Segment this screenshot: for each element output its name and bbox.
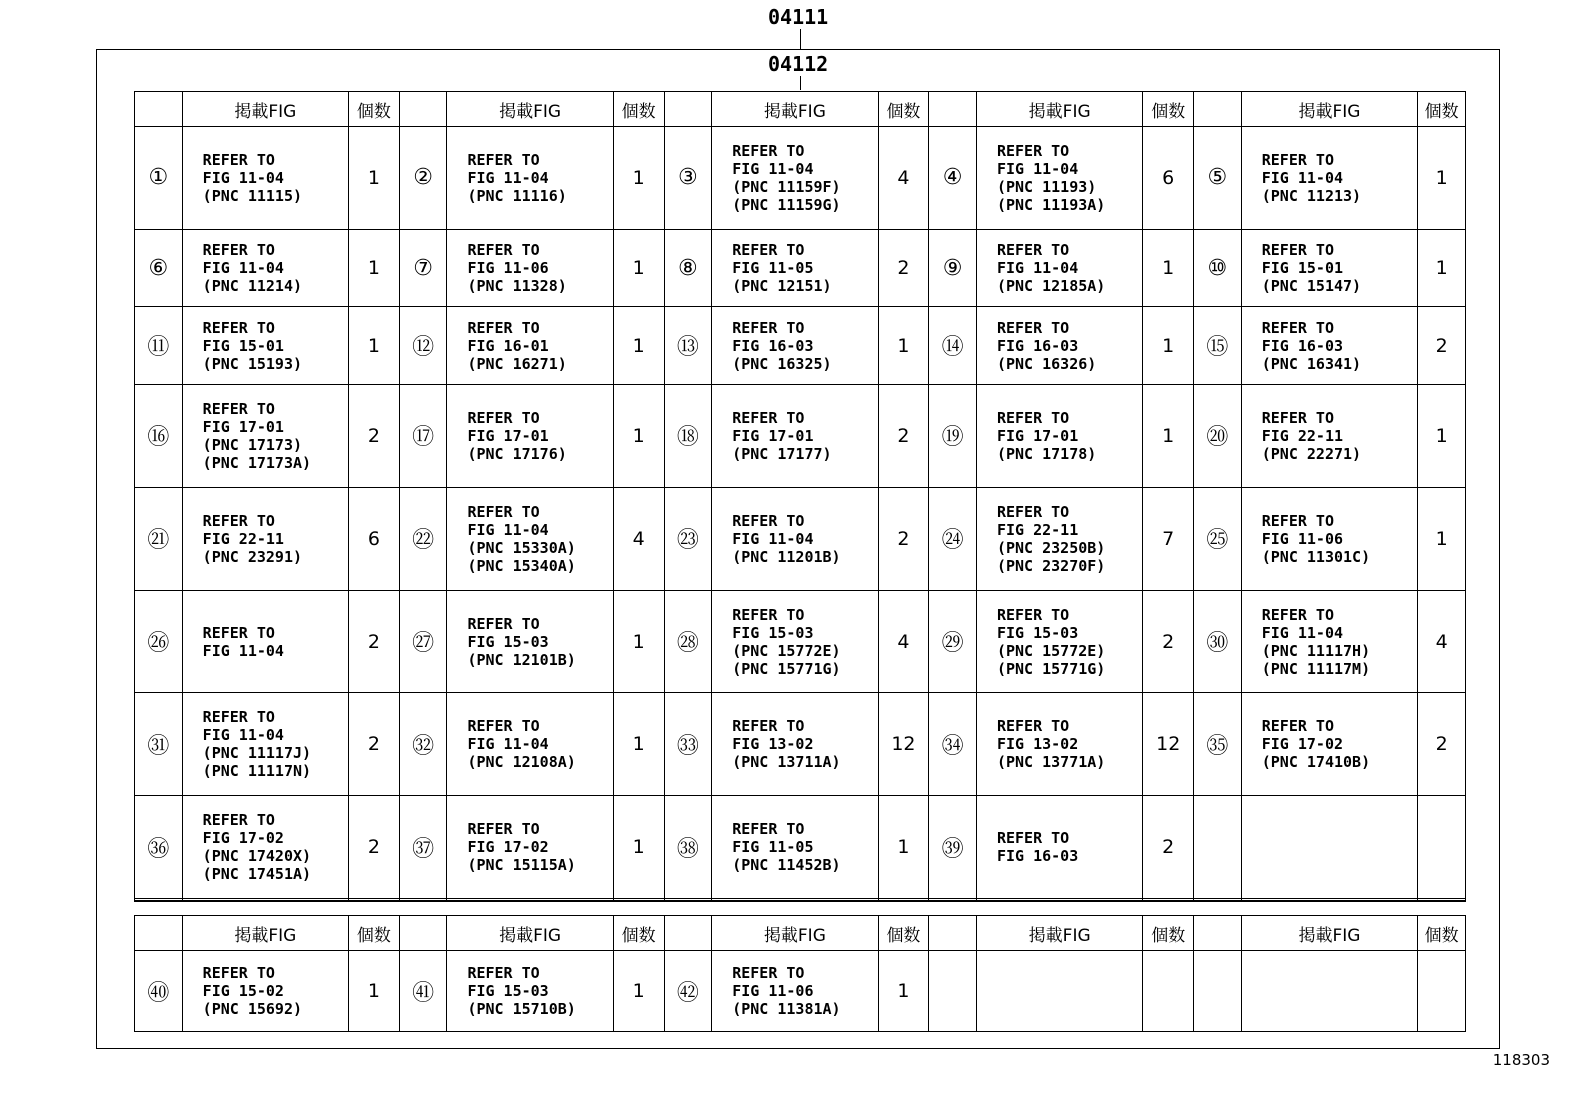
figure-reference: REFER TO FIG 13-02 (PNC 13711A)	[712, 693, 878, 796]
header-index-cell	[135, 916, 183, 951]
figure-reference: REFER TO FIG 11-04	[182, 590, 348, 693]
header-qty-label: 個数	[349, 92, 400, 127]
quantity: 1	[613, 951, 664, 1032]
item-number: ⑭	[929, 307, 977, 385]
item-number	[399, 900, 447, 901]
quantity: 1	[349, 951, 400, 1032]
item-number: ⑧	[664, 229, 712, 307]
figure-reference: REFER TO FIG 17-01 (PNC 17178)	[976, 384, 1142, 487]
table-row	[135, 951, 1466, 1032]
second-parts-table	[134, 915, 1466, 1032]
quantity: 1	[1143, 384, 1194, 487]
item-number: ㉔	[929, 487, 977, 590]
item-number: ㉕	[1194, 487, 1242, 590]
header-index-cell	[135, 92, 183, 127]
quantity: 1	[1418, 229, 1466, 307]
item-number: ㉓	[664, 487, 712, 590]
item-number: ⑲	[929, 384, 977, 487]
quantity: 1	[878, 951, 929, 1032]
figure-reference: REFER TO FIG 15-03 (PNC 15710B)	[447, 951, 613, 1032]
header-index-cell	[399, 92, 447, 127]
quantity: 6	[349, 487, 400, 590]
quantity: 2	[349, 796, 400, 899]
figure-reference: REFER TO FIG 11-04 (PNC 11201B)	[712, 487, 878, 590]
header-fig-label: 掲載FIG	[976, 92, 1142, 127]
header-fig-label: 掲載FIG	[1241, 92, 1418, 127]
quantity: 4	[878, 127, 929, 230]
quantity: 2	[878, 384, 929, 487]
header-fig-label: 掲載FIG	[447, 916, 613, 951]
item-number	[1194, 951, 1242, 1032]
item-number: ⑪	[135, 307, 183, 385]
header-qty-label: 個数	[878, 916, 929, 951]
assembly-number-04112: 04112	[768, 52, 829, 76]
header-fig-label: 掲載FIG	[976, 916, 1142, 951]
item-number: ⑫	[399, 307, 447, 385]
figure-reference: REFER TO FIG 11-06 (PNC 11381A)	[712, 951, 878, 1032]
item-number: ⑦	[399, 229, 447, 307]
quantity: 12	[878, 693, 929, 796]
figure-reference: REFER TO FIG 11-04 (PNC 12185A)	[976, 229, 1142, 307]
quantity	[878, 900, 929, 901]
header-index-cell	[1194, 916, 1242, 951]
item-number	[664, 900, 712, 901]
item-number	[929, 951, 977, 1032]
quantity: 4	[1418, 590, 1466, 693]
item-number: ㉞	[929, 693, 977, 796]
header-fig-label: 掲載FIG	[1241, 916, 1418, 951]
figure-reference: REFER TO FIG 11-04 (PNC 11115)	[182, 127, 348, 230]
item-number: ㉖	[135, 590, 183, 693]
figure-reference: REFER TO FIG 15-03 (PNC 12101B)	[447, 590, 613, 693]
quantity: 2	[1418, 693, 1466, 796]
item-number	[135, 900, 183, 901]
item-number: ⑯	[135, 384, 183, 487]
header-index-cell	[664, 92, 712, 127]
quantity: 1	[1418, 384, 1466, 487]
item-number: ㉝	[664, 693, 712, 796]
figure-reference: REFER TO FIG 15-03 (PNC 15772E) (PNC 15771G)	[712, 590, 878, 693]
table-row	[135, 384, 1466, 487]
figure-reference: REFER TO FIG 16-01 (PNC 16271)	[447, 307, 613, 385]
quantity: 1	[349, 307, 400, 385]
header-fig-label: 掲載FIG	[182, 916, 348, 951]
figure-reference: REFER TO FIG 17-01 (PNC 17173) (PNC 17173A)	[182, 384, 348, 487]
figure-reference: REFER TO FIG 11-04 (PNC 11116)	[447, 127, 613, 230]
item-number: ㉚	[1194, 590, 1242, 693]
table-row	[135, 487, 1466, 590]
figure-reference: REFER TO FIG 11-04 (PNC 11159F) (PNC 11159G)	[712, 127, 878, 230]
table-row	[135, 796, 1466, 899]
quantity: 1	[1418, 487, 1466, 590]
figure-reference: REFER TO FIG 22-11 (PNC 23250B) (PNC 23270F)	[976, 487, 1142, 590]
figure-reference: REFER TO FIG 11-04 (PNC 11214)	[182, 229, 348, 307]
item-number	[1194, 796, 1242, 899]
document-id: 118303	[1492, 1051, 1550, 1069]
figure-reference: REFER TO FIG 17-01 (PNC 17176)	[447, 384, 613, 487]
quantity	[1418, 796, 1466, 899]
header-index-cell	[1194, 92, 1242, 127]
quantity: 1	[613, 127, 664, 230]
figure-reference: REFER TO FIG 16-03 (PNC 16341)	[1241, 307, 1418, 385]
figure-reference: REFER TO FIG 11-05 (PNC 12151)	[712, 229, 878, 307]
item-number	[929, 900, 977, 901]
quantity	[1143, 951, 1194, 1032]
item-number: ㊲	[399, 796, 447, 899]
quantity: 4	[878, 590, 929, 693]
table-row	[135, 693, 1466, 796]
quantity: 1	[349, 229, 400, 307]
item-number: ㊱	[135, 796, 183, 899]
quantity: 1	[1143, 229, 1194, 307]
quantity: 1	[613, 796, 664, 899]
table-row	[135, 590, 1466, 693]
quantity: 1	[613, 307, 664, 385]
header-qty-label: 個数	[1418, 92, 1466, 127]
item-number: ⑥	[135, 229, 183, 307]
figure-reference: REFER TO FIG 11-04 (PNC 11193) (PNC 11193A)	[976, 127, 1142, 230]
figure-reference: REFER TO FIG 15-01 (PNC 15147)	[1241, 229, 1418, 307]
item-number: ㉛	[135, 693, 183, 796]
quantity: 2	[349, 590, 400, 693]
figure-reference: REFER TO FIG 11-05 (PNC 11452B)	[712, 796, 878, 899]
quantity: 1	[349, 127, 400, 230]
quantity: 1	[1143, 307, 1194, 385]
item-number: ㉑	[135, 487, 183, 590]
quantity: 2	[349, 384, 400, 487]
figure-reference	[1241, 900, 1418, 901]
header-fig-label: 掲載FIG	[712, 92, 878, 127]
table-row	[135, 900, 1466, 901]
figure-reference: REFER TO FIG 11-04 (PNC 11117H) (PNC 11117M)	[1241, 590, 1418, 693]
figure-reference: REFER TO FIG 22-11 (PNC 23291)	[182, 487, 348, 590]
header-index-cell	[929, 916, 977, 951]
item-number: ㉗	[399, 590, 447, 693]
main-table-header	[135, 92, 1466, 127]
item-number: ㉜	[399, 693, 447, 796]
item-number: ㉙	[929, 590, 977, 693]
quantity: 6	[1143, 127, 1194, 230]
quantity: 1	[878, 796, 929, 899]
quantity: 2	[878, 229, 929, 307]
quantity: 1	[613, 384, 664, 487]
item-number: ⑮	[1194, 307, 1242, 385]
figure-reference: REFER TO FIG 16-03 (PNC 16326)	[976, 307, 1142, 385]
quantity	[613, 900, 664, 901]
item-number: ⑰	[399, 384, 447, 487]
main-parts-table	[134, 91, 1466, 902]
header-index-cell	[399, 916, 447, 951]
figure-reference: REFER TO FIG 22-11 (PNC 22271)	[1241, 384, 1418, 487]
figure-reference: REFER TO FIG 17-01 (PNC 17177)	[712, 384, 878, 487]
figure-reference: REFER TO FIG 17-02 (PNC 15115A)	[447, 796, 613, 899]
quantity: 7	[1143, 487, 1194, 590]
item-number: ⑩	[1194, 229, 1242, 307]
item-number: ⑤	[1194, 127, 1242, 230]
figure-reference	[1241, 951, 1418, 1032]
figure-reference: REFER TO FIG 15-01 (PNC 15193)	[182, 307, 348, 385]
item-number: ①	[135, 127, 183, 230]
figure-reference	[976, 951, 1142, 1032]
item-number: ⑬	[664, 307, 712, 385]
quantity: 1	[613, 590, 664, 693]
item-number: ㊷	[664, 951, 712, 1032]
quantity	[1418, 951, 1466, 1032]
figure-reference	[447, 900, 613, 901]
table-row	[135, 229, 1466, 307]
item-number: ④	[929, 127, 977, 230]
table-row	[135, 127, 1466, 230]
quantity: 1	[1418, 127, 1466, 230]
figure-reference	[712, 900, 878, 901]
second-table-body	[135, 951, 1466, 1032]
figure-reference	[1241, 796, 1418, 899]
quantity: 2	[1143, 590, 1194, 693]
header-qty-label: 個数	[349, 916, 400, 951]
item-number: ③	[664, 127, 712, 230]
quantity: 1	[613, 229, 664, 307]
figure-reference	[182, 900, 348, 901]
item-number: ㉒	[399, 487, 447, 590]
figure-reference: REFER TO FIG 11-04 (PNC 15330A) (PNC 15340A)	[447, 487, 613, 590]
leader-line-sub	[800, 76, 801, 90]
figure-reference	[976, 900, 1142, 901]
figure-reference: REFER TO FIG 13-02 (PNC 13771A)	[976, 693, 1142, 796]
figure-reference: REFER TO FIG 17-02 (PNC 17420X) (PNC 17451A)	[182, 796, 348, 899]
header-qty-label: 個数	[1143, 92, 1194, 127]
header-qty-label: 個数	[878, 92, 929, 127]
figure-reference: REFER TO FIG 16-03 (PNC 16325)	[712, 307, 878, 385]
quantity: 1	[613, 693, 664, 796]
table-row	[135, 307, 1466, 385]
header-index-cell	[664, 916, 712, 951]
item-number: ⑨	[929, 229, 977, 307]
header-qty-label: 個数	[1418, 916, 1466, 951]
item-number: ㊵	[135, 951, 183, 1032]
item-number: ㊶	[399, 951, 447, 1032]
quantity: 2	[1143, 796, 1194, 899]
quantity: 1	[878, 307, 929, 385]
figure-reference: REFER TO FIG 17-02 (PNC 17410B)	[1241, 693, 1418, 796]
figure-reference: REFER TO FIG 11-04 (PNC 11117J) (PNC 11117N)	[182, 693, 348, 796]
header-index-cell	[929, 92, 977, 127]
figure-reference: REFER TO FIG 11-04 (PNC 12108A)	[447, 693, 613, 796]
item-number: ㉟	[1194, 693, 1242, 796]
figure-reference: REFER TO FIG 16-03	[976, 796, 1142, 899]
second-table-header	[135, 916, 1466, 951]
item-number: ㊳	[664, 796, 712, 899]
item-number: ②	[399, 127, 447, 230]
quantity: 12	[1143, 693, 1194, 796]
header-fig-label: 掲載FIG	[712, 916, 878, 951]
header-fig-label: 掲載FIG	[447, 92, 613, 127]
figure-reference: REFER TO FIG 15-02 (PNC 15692)	[182, 951, 348, 1032]
quantity	[1418, 900, 1466, 901]
item-number: ⑱	[664, 384, 712, 487]
figure-reference: REFER TO FIG 15-03 (PNC 15772E) (PNC 15771G)	[976, 590, 1142, 693]
figure-reference: REFER TO FIG 11-06 (PNC 11301C)	[1241, 487, 1418, 590]
assembly-number-04111: 04111	[768, 5, 829, 29]
figure-reference: REFER TO FIG 11-04 (PNC 11213)	[1241, 127, 1418, 230]
main-table-body	[135, 127, 1466, 902]
header-qty-label: 個数	[613, 916, 664, 951]
leader-line-top	[800, 29, 801, 49]
item-number	[1194, 900, 1242, 901]
figure-reference: REFER TO FIG 11-06 (PNC 11328)	[447, 229, 613, 307]
quantity	[349, 900, 400, 901]
quantity: 2	[878, 487, 929, 590]
quantity: 2	[349, 693, 400, 796]
item-number: ㉘	[664, 590, 712, 693]
header-qty-label: 個数	[613, 92, 664, 127]
item-number: ⑳	[1194, 384, 1242, 487]
header-fig-label: 掲載FIG	[182, 92, 348, 127]
quantity: 4	[613, 487, 664, 590]
header-qty-label: 個数	[1143, 916, 1194, 951]
quantity	[1143, 900, 1194, 901]
item-number: ㊴	[929, 796, 977, 899]
quantity: 2	[1418, 307, 1466, 385]
